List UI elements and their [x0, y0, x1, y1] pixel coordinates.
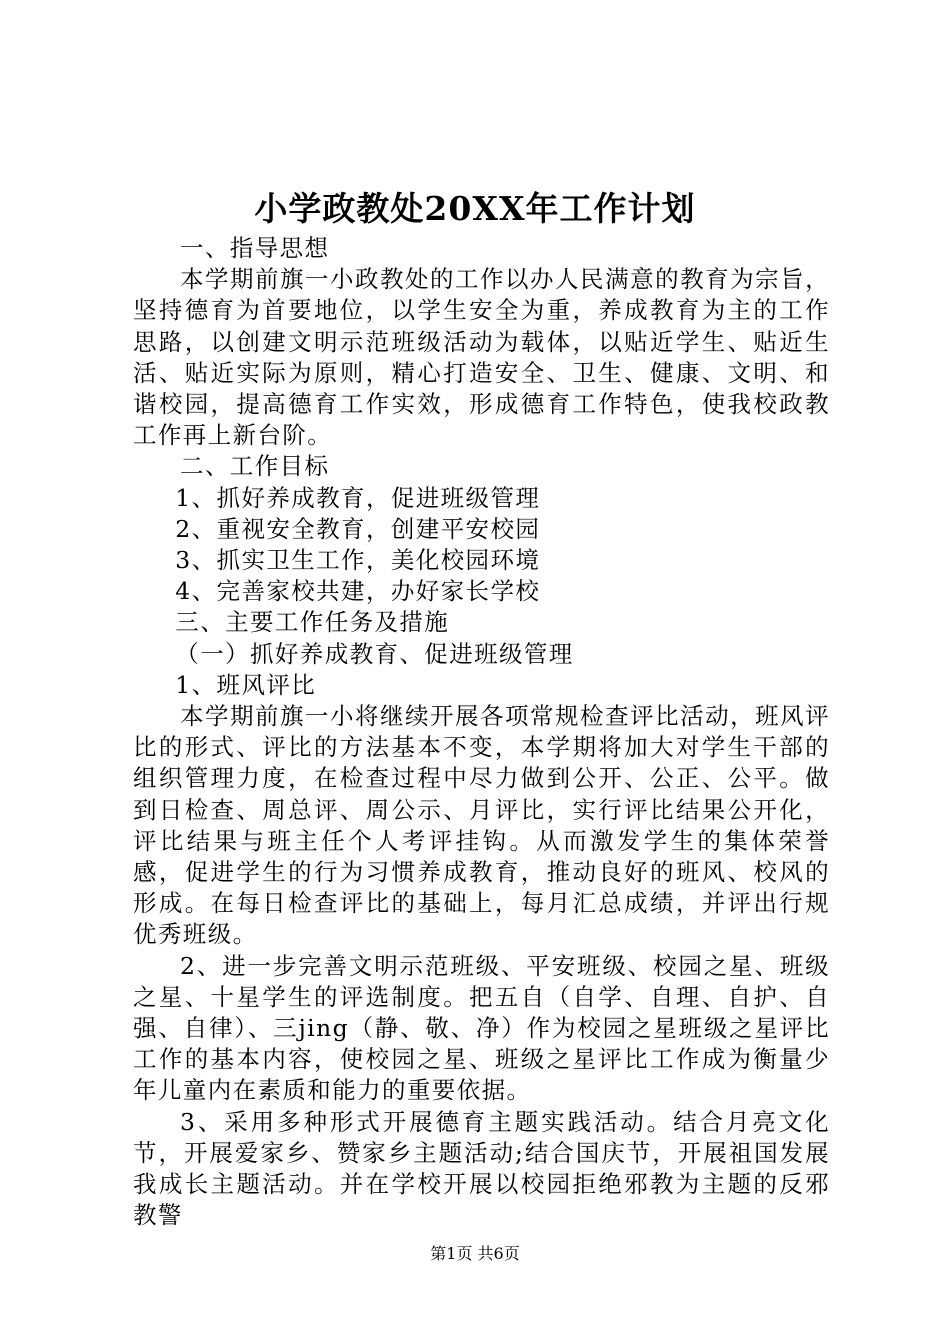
body-paragraph: 本学期前旗一小将继续开展各项常规检查评比活动，班风评比的形式、评比的方法基本不变，本学期将加大对学生干部的组织管理力度，在检查过程中尽力做到公开、公正、公平。做到日检查、周总评、周公示、月评比，实行评比结果公开化，评比结果与班主任个人考评挂钩。从而激发学生的集体荣誉感，促进学生的行为习惯养成教育，推动良好的班风、校风的形成。在每日检查评比的基础上，每月汇总成绩，并评出行规优秀班级。 [133, 702, 830, 949]
body-paragraph: 4、完善家校共建，办好家长学校 [175, 577, 541, 606]
body-paragraph: 2、进一步完善文明示范班级、平安班级、校园之星、班级之星、十星学生的评选制度。把五自（自学、自理、自护、自强、自律）、三jing（静、敬、净）作为校园之星班级之星评比工作的基本内容，使校园之星、班级之星评比工作成为衡量少年儿童内在素质和能力的重要依据。 [133, 951, 830, 1105]
body-paragraph: 3、采用多种形式开展德育主题实践活动。结合月亮文化节，开展爱家乡、赞家乡主题活动;结合国庆节，开展祖国发展我成长主题活动。并在学校开展以校园拒绝邪教为主题的反邪教警 [133, 1107, 830, 1230]
body-paragraph: 2、重视安全教育，创建平安校园 [175, 514, 541, 543]
body-paragraph: 本学期前旗一小政教处的工作以办人民满意的教育为宗旨，坚持德育为首要地位，以学生安全为重，养成教育为主的工作思路，以创建文明示范班级活动为载体，以贴近学生、贴近生活、贴近实际为原则，精心打造安全、卫生、健康、文明、和谐校园，提高德育工作实效，形成德育工作特色，使我校政教工作再上新台阶。 [133, 265, 830, 450]
body-paragraph: 三、主要工作任务及措施 [175, 608, 450, 637]
body-paragraph: 一、指导思想 [180, 234, 330, 262]
body-paragraph: 1、班风评比 [175, 670, 317, 699]
body-paragraph: 1、抓好养成教育，促进班级管理 [175, 483, 541, 512]
page-footer: 第1页 共6页 [430, 1244, 520, 1263]
document-body [133, 233, 830, 1232]
body-paragraph: （一）抓好养成教育、促进班级管理 [175, 639, 574, 668]
body-paragraph: 3、抓实卫生工作，美化校园环境 [175, 546, 541, 575]
document-title: 小学政教处20XX年工作计划 [254, 189, 696, 228]
body-paragraph: 二、工作目标 [180, 452, 330, 481]
